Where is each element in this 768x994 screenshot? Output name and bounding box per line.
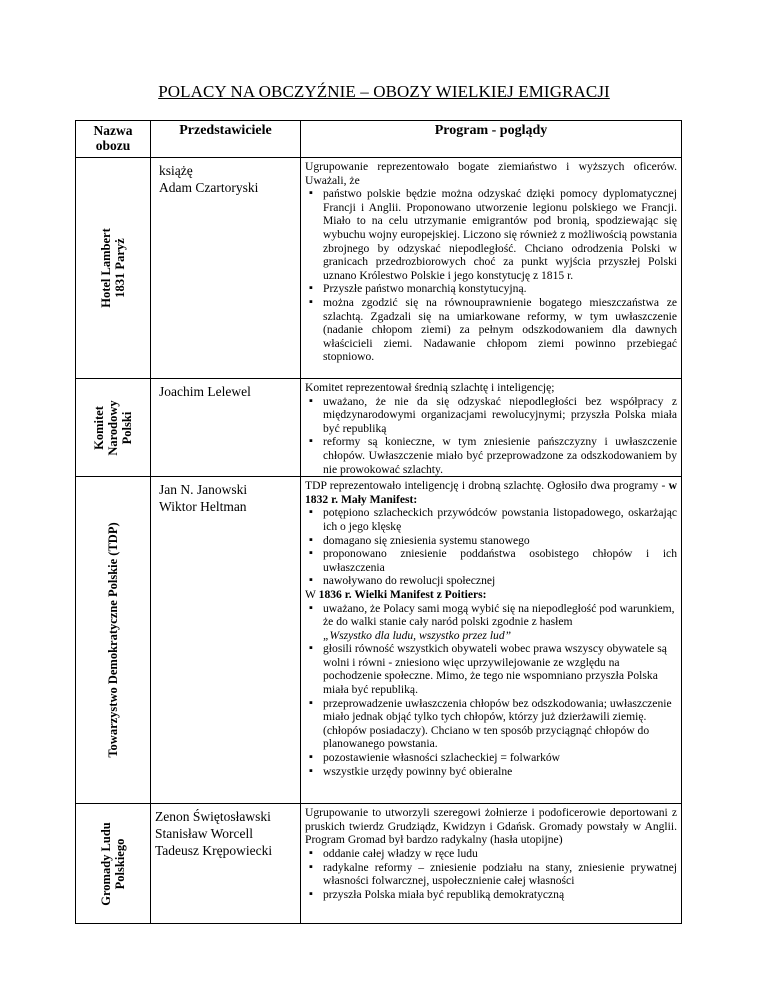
list-item: ▪ przeprowadzenie uwłaszczenia chłopów bez odszkodowania; uwłaszczenie miało jednak objąć tylko tych chłopów, którzy już dzierżawili ziemię. (chłopów posiadaczy). Chciano w ten sposób przyciągnąć chłopów do planowanego powstania.: [323, 697, 677, 751]
header-representatives: Przedstawiciele: [151, 121, 301, 158]
great-manifesto-heading: W 1836 r. Wielki Manifest z Poitiers:: [305, 587, 487, 601]
list-item: ▪ oddanie całej władzy w ręce ludu: [323, 847, 677, 861]
list-item: ▪ reformy są konieczne, w tym zniesienie pańszczyzny i uwłaszczenie chłopów. Uwłaszczenie miało być przeprowadzone za odszkodowaniem by nie prowokować szlachty.: [323, 435, 677, 476]
camp-name-label: Towarzystwo Demokratyczne Polskie (TDP): [106, 522, 120, 758]
camp-name-cell: [76, 804, 151, 924]
program-cell: [301, 804, 682, 924]
program-list: [305, 395, 677, 477]
program-list-2: [305, 602, 677, 779]
program-intro: Komitet reprezentował średnią szlachtę i inteligencję;: [305, 381, 555, 394]
table-header-row: [76, 121, 682, 158]
camp-name-cell: [76, 158, 151, 379]
program-intro: Ugrupowanie reprezentowało bogate ziemiaństwo i wyższych oficerów. Uważali, że: [305, 160, 677, 187]
program-cell: [301, 158, 682, 379]
program-list: [305, 187, 677, 364]
camp-name-label: Gromady Ludu Polskiego: [99, 821, 127, 906]
program-list: [305, 847, 677, 901]
list-item: ▪ wszystkie urzędy powinny być obieralne: [323, 765, 677, 779]
program-intro: TDP reprezentowało inteligencję i drobną szlachtę. Ogłosiło dwa programy - w 1832 r. Mały Manifest:: [305, 479, 677, 506]
list-item: ▪ nawoływano do rewolucji społecznej: [323, 574, 677, 588]
header-camp-name: Nazwa obozu: [76, 121, 151, 158]
list-item: ▪ pozostawienie własności szlacheckiej = folwarków: [323, 751, 677, 765]
camp-name-label: Hotel Lambert 1831 Paryż: [99, 228, 127, 308]
representatives-cell: książę Adam Czartoryski: [151, 158, 301, 379]
representatives-cell: Zenon Świętosławski Stanisław Worcell Tadeusz Krępowiecki: [151, 804, 301, 924]
program-cell: [301, 477, 682, 804]
camp-name-cell: [76, 379, 151, 477]
list-item: ▪ przyszła Polska miała być republiką demokratyczną: [323, 888, 677, 902]
list-item: ▪ Przyszłe państwo monarchią konstytucyjną.: [323, 282, 677, 296]
camp-name-cell: [76, 477, 151, 804]
page-title: POLACY NA OBCZYŹNIE – OBOZY WIELKIEJ EMIGRACJI: [158, 82, 610, 101]
list-item: ▪ można zgodzić się na równouprawnienie bogatego mieszczaństwa ze szlachtą. Zgadzali się na umiarkowane reformy, w tym uwłaszczenie (nadanie chłopom ziemi) za pełnym odszkodowaniem dla dawnych właścicieli ziemi. Nadawanie chłopom ziemi powinno przebiegać stopniowo.: [323, 296, 677, 364]
program-cell: [301, 379, 682, 477]
representatives-cell: Jan N. Janowski Wiktor Heltman: [151, 477, 301, 804]
table-row: [76, 477, 682, 804]
motto-quote: „Wszystko dla ludu, wszystko przez lud”: [323, 628, 512, 642]
table-row: [76, 804, 682, 924]
program-intro: Ugrupowanie to utworzyli szeregowi żołnierze i podoficerowie deportowani z pruskich twierdz Grudziądz, Kwidzyn i Gdańsk. Gromady powstały w Anglii. Program Gromad był bardzo radykalny (hasła utopijne): [305, 806, 677, 847]
list-item: ▪ uważano, że nie da się odzyskać niepodległości bez współpracy z międzynarodowymi organizacjami rewolucyjnymi; przyszła Polska miała być republiką: [323, 395, 677, 436]
table-row: [76, 379, 682, 477]
list-item: ▪ potępiono szlacheckich przywódców powstania listopadowego, oskarżając ich o jego klęskę: [323, 506, 677, 533]
header-program: Program - poglądy: [301, 121, 682, 158]
program-list: [305, 506, 677, 588]
list-item: ▪ proponowano zniesienie poddaństwa osobistego chłopów i ich uwłaszczenia: [323, 547, 677, 574]
list-item: ▪ domagano się zniesienia systemu stanowego: [323, 534, 677, 548]
list-item: ▪ radykalne reformy – zniesienie podziału na stany, zniesienie prywatnej własności folwarcznej, uspołecznienie całej własności: [323, 861, 677, 888]
list-item: ▪ głosili równość wszystkich obywateli wobec prawa wszyscy obywatele są wolni i równi - zniesiono więc uprzywilejowanie ze względu na pochodzenie społeczne. Mimo, że tego nie wspomniano przyszła Polska miała być republiką.: [323, 642, 677, 696]
table-row: [76, 158, 682, 379]
camp-name-label: Komitet Narodowy Polski: [92, 399, 134, 456]
representatives-cell: Joachim Lelewel: [151, 379, 301, 477]
list-item: ▪ uważano, że Polacy sami mogą wybić się na niepodległość pod warunkiem, że do walki stanie cały naród polski zgodnie z hasłem „Wszystko dla ludu, wszystko przez lud”: [323, 602, 677, 643]
small-manifesto-heading: w 1832 r. Mały Manifest:: [305, 479, 677, 506]
camps-table: [75, 120, 682, 924]
list-item: ▪ państwo polskie będzie można odzyskać dzięki pomocy dyplomatycznej Francji i Anglii. Proponowano utworzenie legionu polskiego we Francji. Miało to na celu utrzymanie emigrantów pod bronią, spodziewając się wybuchu wojny europejskiej. Liczono się również z możliwością powstania zbrojnego by odzyskać niepodległość. Chciano odrodzenia Polski w granicach przedrozbiorowych choć za punkt wyjścia przyszłej Polski uznano Królestwo Polskie i jego konstytucję z 1815 r.: [323, 187, 677, 282]
